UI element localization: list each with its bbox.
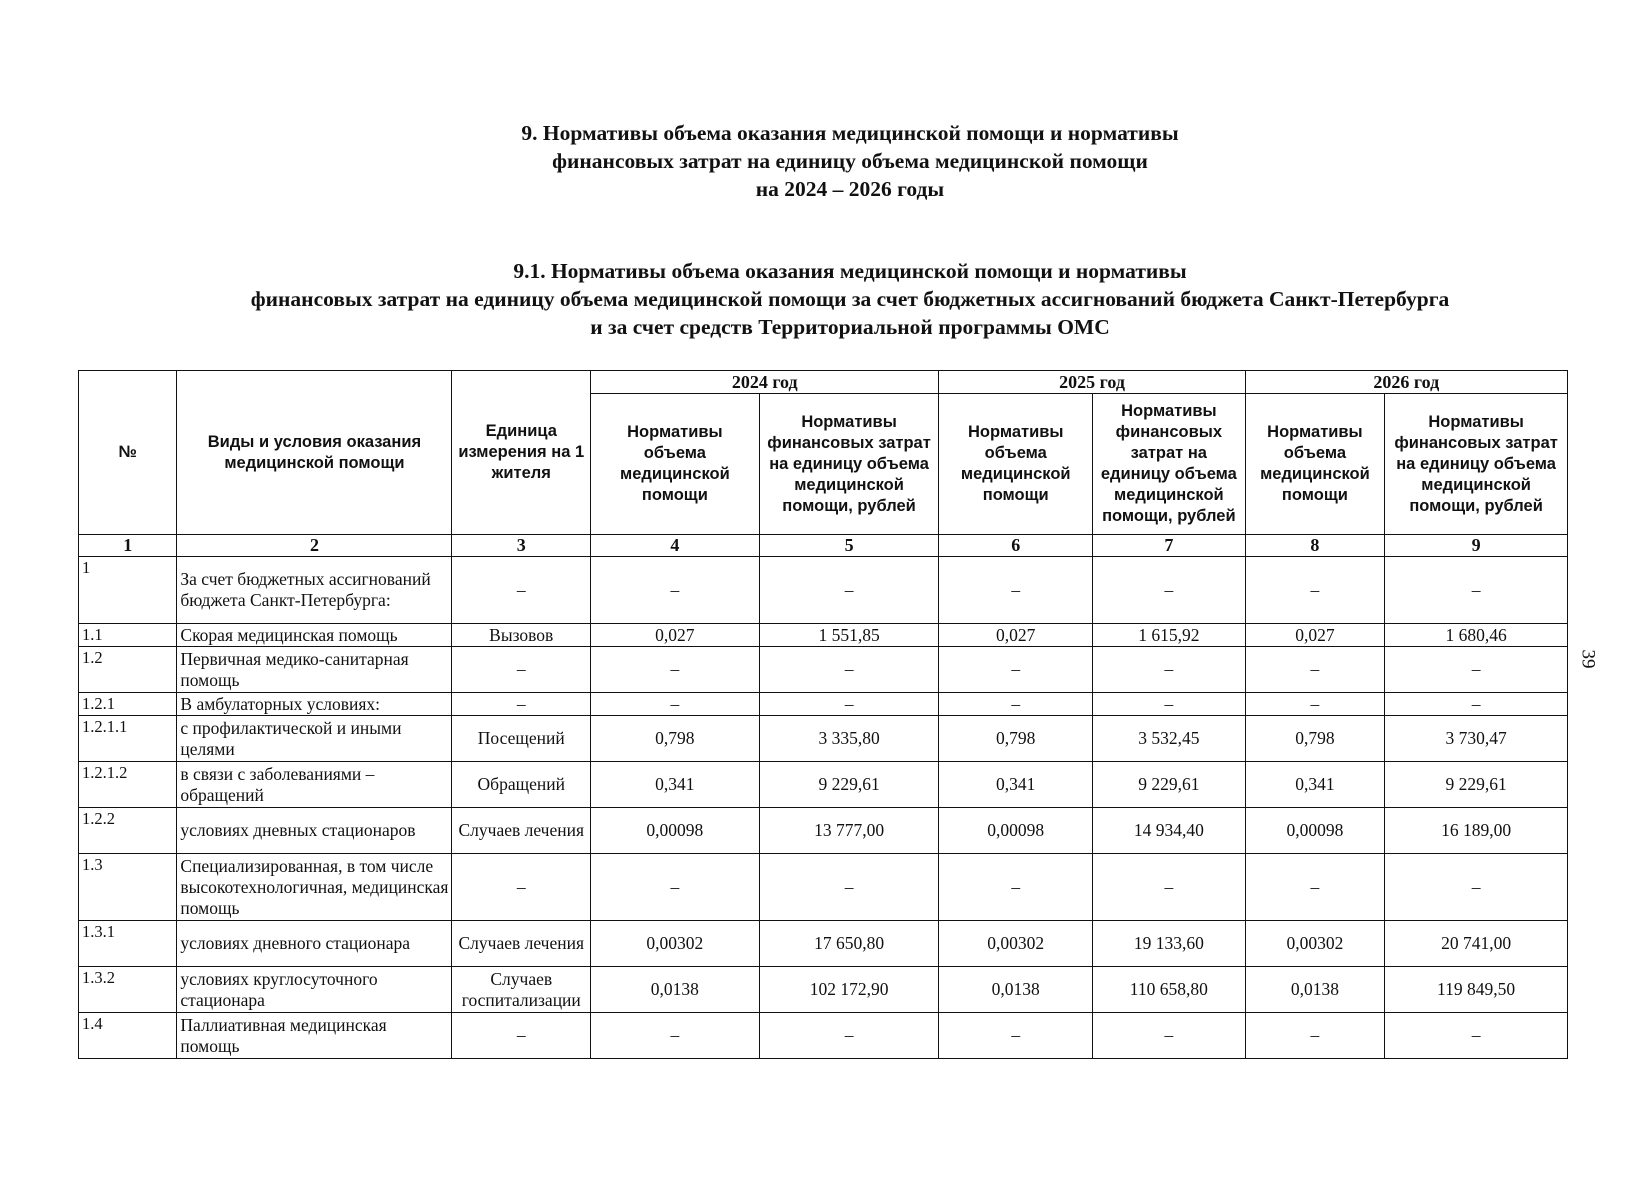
header-volume-2026: Нормативы объема медицинской помощи: [1245, 394, 1385, 535]
page-number: 39: [1577, 649, 1599, 669]
row-number: 1.2.1.2: [79, 762, 177, 808]
row-number: 1.3.2: [79, 967, 177, 1013]
table-row: [79, 624, 1568, 647]
row-cost-2025: –: [1093, 1013, 1246, 1059]
row-volume-2026: 0,00302: [1245, 921, 1385, 967]
row-unit: –: [452, 1013, 591, 1059]
header-year-2025: 2025 год: [939, 371, 1245, 394]
header-num: №: [79, 371, 177, 535]
header-kind: Виды и условия оказания медицинской помощи: [177, 371, 452, 535]
row-kind: условиях круглосуточного стационара: [177, 967, 452, 1013]
section-title-line: 9.1. Нормативы объема оказания медицинской помощи и нормативы: [513, 259, 1187, 283]
row-volume-2026: 0,027: [1245, 624, 1385, 647]
row-kind: условиях дневного стационара: [177, 921, 452, 967]
row-volume-2025: –: [939, 693, 1093, 716]
row-volume-2025: –: [939, 1013, 1093, 1059]
column-number: 8: [1245, 535, 1385, 557]
header-cost-2025: Нормативы финансовых затрат на единицу объема медицинской помощи, рублей: [1093, 394, 1246, 535]
row-cost-2025: 14 934,40: [1093, 808, 1246, 854]
row-cost-2025: 110 658,80: [1093, 967, 1246, 1013]
row-volume-2025: –: [939, 854, 1093, 921]
row-cost-2025: –: [1093, 557, 1246, 624]
row-cost-2024: 17 650,80: [759, 921, 939, 967]
row-number: 1.2.2: [79, 808, 177, 854]
row-cost-2024: 102 172,90: [759, 967, 939, 1013]
row-kind: с профилактической и иными целями: [177, 716, 452, 762]
header-year-2024: 2024 год: [591, 371, 939, 394]
row-volume-2025: 0,027: [939, 624, 1093, 647]
row-kind: Скорая медицинская помощь: [177, 624, 452, 647]
row-volume-2024: 0,027: [591, 624, 760, 647]
row-unit: Случаев лечения: [452, 808, 591, 854]
document-title-line: 9. Нормативы объема оказания медицинской помощи и нормативы: [521, 121, 1179, 145]
row-volume-2025: 0,0138: [939, 967, 1093, 1013]
row-volume-2024: 0,798: [591, 716, 760, 762]
row-cost-2025: 1 615,92: [1093, 624, 1246, 647]
row-cost-2026: –: [1385, 854, 1568, 921]
row-cost-2026: 20 741,00: [1385, 921, 1568, 967]
row-kind: Специализированная, в том числе высокотехнологичная, медицинская помощь: [177, 854, 452, 921]
table-row: [79, 762, 1568, 808]
section-title-line: финансовых затрат на единицу объема медицинской помощи за счет бюджетных ассигнований бюджета Санкт-Петербурга: [250, 287, 1450, 311]
row-volume-2026: –: [1245, 1013, 1385, 1059]
column-number: 7: [1093, 535, 1246, 557]
row-volume-2026: 0,341: [1245, 762, 1385, 808]
row-cost-2024: 3 335,80: [759, 716, 939, 762]
row-cost-2026: –: [1385, 557, 1568, 624]
row-cost-2026: –: [1385, 693, 1568, 716]
row-volume-2025: 0,00302: [939, 921, 1093, 967]
row-number: 1.2.1.1: [79, 716, 177, 762]
row-volume-2026: –: [1245, 647, 1385, 693]
norms-table: [78, 370, 1568, 1059]
row-kind: Первичная медико-санитарная помощь: [177, 647, 452, 693]
row-number: 1: [79, 557, 177, 624]
row-volume-2025: –: [939, 557, 1093, 624]
row-cost-2026: 9 229,61: [1385, 762, 1568, 808]
section-title-line: и за счет средств Территориальной программы ОМС: [590, 315, 1110, 339]
row-number: 1.3.1: [79, 921, 177, 967]
row-volume-2026: 0,0138: [1245, 967, 1385, 1013]
header-cost-2026: Нормативы финансовых затрат на единицу объема медицинской помощи, рублей: [1385, 394, 1568, 535]
row-unit: Вызовов: [452, 624, 591, 647]
row-cost-2024: –: [759, 1013, 939, 1059]
column-number: 6: [939, 535, 1093, 557]
row-cost-2026: –: [1385, 1013, 1568, 1059]
row-cost-2024: 9 229,61: [759, 762, 939, 808]
column-number: 4: [591, 535, 760, 557]
row-number: 1.2: [79, 647, 177, 693]
row-cost-2025: –: [1093, 647, 1246, 693]
row-volume-2024: –: [591, 854, 760, 921]
row-number: 1.3: [79, 854, 177, 921]
table-row: [79, 808, 1568, 854]
row-volume-2024: 0,00098: [591, 808, 760, 854]
document-title: [0, 119, 1640, 203]
row-cost-2024: –: [759, 854, 939, 921]
column-number: 5: [759, 535, 939, 557]
row-kind: условиях дневных стационаров: [177, 808, 452, 854]
table-row: [79, 716, 1568, 762]
row-volume-2024: –: [591, 1013, 760, 1059]
row-volume-2026: 0,798: [1245, 716, 1385, 762]
table-row: [79, 967, 1568, 1013]
document-title-line: финансовых затрат на единицу объема медицинской помощи: [552, 149, 1148, 173]
row-volume-2024: 0,00302: [591, 921, 760, 967]
column-number: 3: [452, 535, 591, 557]
table-row: [79, 647, 1568, 693]
header-unit: Единица измерения на 1 жителя: [452, 371, 591, 535]
row-cost-2025: 9 229,61: [1093, 762, 1246, 808]
row-volume-2026: –: [1245, 854, 1385, 921]
row-cost-2026: 16 189,00: [1385, 808, 1568, 854]
header-volume-2025: Нормативы объема медицинской помощи: [939, 394, 1093, 535]
row-volume-2025: 0,798: [939, 716, 1093, 762]
row-cost-2024: –: [759, 693, 939, 716]
section-title: [0, 257, 1640, 341]
row-volume-2024: 0,341: [591, 762, 760, 808]
row-volume-2026: 0,00098: [1245, 808, 1385, 854]
row-number: 1.4: [79, 1013, 177, 1059]
row-number: 1.1: [79, 624, 177, 647]
row-unit: –: [452, 693, 591, 716]
row-cost-2025: 19 133,60: [1093, 921, 1246, 967]
row-volume-2026: –: [1245, 557, 1385, 624]
row-cost-2025: –: [1093, 693, 1246, 716]
header-cost-2024: Нормативы финансовых затрат на единицу объема медицинской помощи, рублей: [759, 394, 939, 535]
row-cost-2025: –: [1093, 854, 1246, 921]
row-volume-2025: 0,341: [939, 762, 1093, 808]
column-number: 1: [79, 535, 177, 557]
row-cost-2024: –: [759, 647, 939, 693]
column-number: 2: [177, 535, 452, 557]
row-unit: –: [452, 647, 591, 693]
row-number: 1.2.1: [79, 693, 177, 716]
table-row: [79, 1013, 1568, 1059]
table-row: [79, 854, 1568, 921]
row-volume-2024: –: [591, 693, 760, 716]
header-volume-2024: Нормативы объема медицинской помощи: [591, 394, 760, 535]
row-unit: Случаев госпитализации: [452, 967, 591, 1013]
document-title-line: на 2024 – 2026 годы: [755, 177, 945, 201]
row-volume-2024: 0,0138: [591, 967, 760, 1013]
row-volume-2026: –: [1245, 693, 1385, 716]
row-unit: –: [452, 557, 591, 624]
row-unit: –: [452, 854, 591, 921]
row-volume-2025: –: [939, 647, 1093, 693]
row-kind: Паллиативная медицинская помощь: [177, 1013, 452, 1059]
row-cost-2024: 13 777,00: [759, 808, 939, 854]
table-row: [79, 693, 1568, 716]
row-volume-2024: –: [591, 557, 760, 624]
row-volume-2025: 0,00098: [939, 808, 1093, 854]
row-unit: Случаев лечения: [452, 921, 591, 967]
row-cost-2026: 1 680,46: [1385, 624, 1568, 647]
row-cost-2024: –: [759, 557, 939, 624]
row-cost-2024: 1 551,85: [759, 624, 939, 647]
row-cost-2025: 3 532,45: [1093, 716, 1246, 762]
row-cost-2026: 119 849,50: [1385, 967, 1568, 1013]
table-row: [79, 921, 1568, 967]
row-kind: В амбулаторных условиях:: [177, 693, 452, 716]
row-volume-2024: –: [591, 647, 760, 693]
row-unit: Посещений: [452, 716, 591, 762]
row-kind: в связи с заболеваниями – обращений: [177, 762, 452, 808]
header-year-2026: 2026 год: [1245, 371, 1567, 394]
table-row: [79, 557, 1568, 624]
row-kind: За счет бюджетных ассигнований бюджета Санкт-Петербурга:: [177, 557, 452, 624]
column-number: 9: [1385, 535, 1568, 557]
row-cost-2026: 3 730,47: [1385, 716, 1568, 762]
row-cost-2026: –: [1385, 647, 1568, 693]
row-unit: Обращений: [452, 762, 591, 808]
